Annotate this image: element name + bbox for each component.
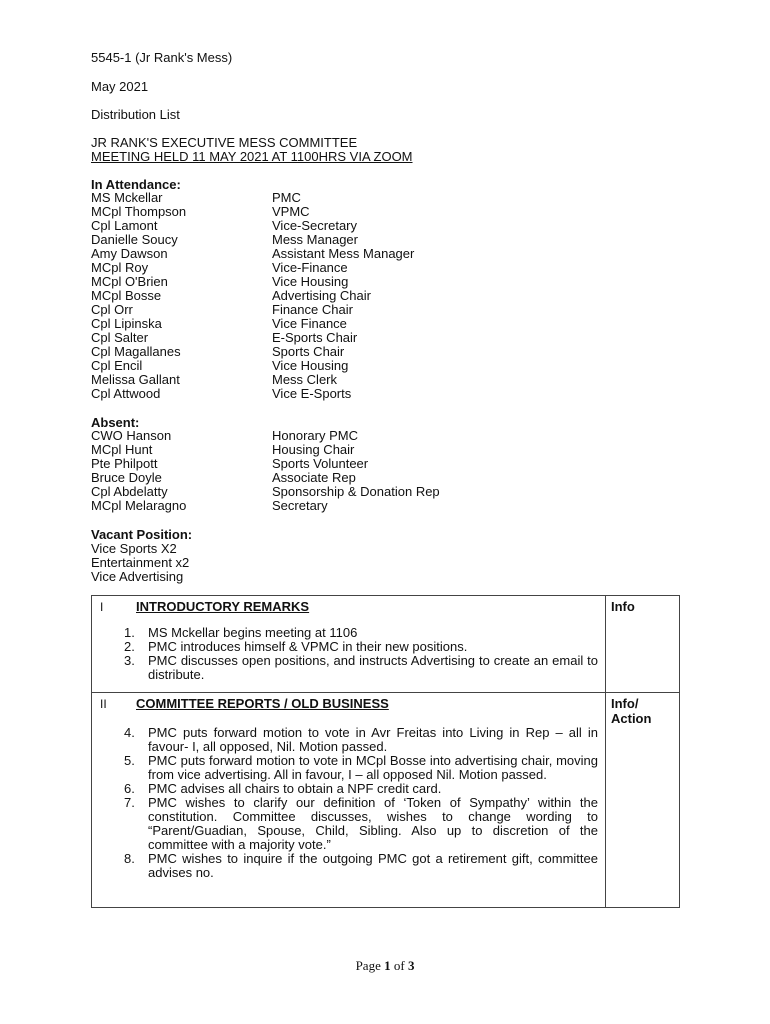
attendee-role: Mess Clerk bbox=[272, 372, 338, 387]
section-committee-reports bbox=[91, 692, 680, 908]
attendee-row bbox=[91, 331, 511, 345]
absentee-role: Associate Rep bbox=[272, 470, 356, 485]
list-item bbox=[124, 796, 598, 852]
page-footer bbox=[0, 958, 770, 974]
item-number: 7. bbox=[124, 795, 135, 810]
section-status: Info bbox=[611, 599, 635, 614]
item-text: PMC discusses open positions, and instructs Advertising to create an email to distribute. bbox=[148, 653, 598, 682]
absentee-row bbox=[91, 429, 511, 443]
absentee-name: CWO Hanson bbox=[91, 428, 172, 443]
attendee-row bbox=[91, 233, 511, 247]
attendee-role: Vice-Finance bbox=[272, 260, 348, 275]
section-status: Info/ Action bbox=[611, 696, 652, 726]
vacant-item: Entertainment x2 bbox=[91, 555, 190, 570]
attendee-row bbox=[91, 275, 511, 289]
attendee-name: MS Mckellar bbox=[91, 190, 163, 205]
absentee-role: Sports Volunteer bbox=[272, 456, 369, 471]
attendee-role: Vice E-Sports bbox=[272, 386, 352, 401]
attendee-role: Vice-Secretary bbox=[272, 218, 358, 233]
attendee-name: Cpl Lamont bbox=[91, 218, 158, 233]
item-text: PMC introduces himself & VPMC in their new positions. bbox=[148, 639, 468, 654]
list-item bbox=[124, 654, 598, 682]
absentee-row bbox=[91, 485, 511, 499]
footer-prefix: Page bbox=[355, 958, 385, 973]
absentee-role: Sponsorship & Donation Rep bbox=[272, 484, 440, 499]
attendee-name: Cpl Attwood bbox=[91, 386, 161, 401]
vacant-item: Vice Sports X2 bbox=[91, 541, 177, 556]
list-item bbox=[124, 640, 598, 654]
attendee-name: Cpl Orr bbox=[91, 302, 133, 317]
absentee-name: MCpl Hunt bbox=[91, 442, 153, 457]
item-number: 5. bbox=[124, 753, 135, 768]
attendee-role: Vice Housing bbox=[272, 274, 349, 289]
item-number: 6. bbox=[124, 781, 135, 796]
attendee-name: MCpl Thompson bbox=[91, 204, 187, 219]
attendee-name: MCpl O'Brien bbox=[91, 274, 168, 289]
attendee-role: Advertising Chair bbox=[272, 288, 371, 303]
list-item bbox=[124, 782, 598, 796]
attendee-row bbox=[91, 247, 511, 261]
attendee-role: Mess Manager bbox=[272, 232, 358, 247]
attendee-row bbox=[91, 345, 511, 359]
absent-heading: Absent: bbox=[91, 415, 140, 430]
attendee-role: Vice Housing bbox=[272, 358, 349, 373]
attendee-row bbox=[91, 191, 511, 205]
absentee-name: MCpl Melaragno bbox=[91, 498, 187, 513]
footer-mid: of bbox=[390, 958, 408, 973]
section-number: I bbox=[100, 600, 104, 614]
list-item bbox=[124, 726, 598, 754]
attendee-role: PMC bbox=[272, 190, 301, 205]
absentee-name: Cpl Abdelatty bbox=[91, 484, 168, 499]
item-number: 8. bbox=[124, 851, 135, 866]
item-text: PMC puts forward motion to vote in Avr Freitas into Living in Rep – all in favour- I, all opposed, Nil. Motion passed. bbox=[148, 725, 598, 754]
attendee-row bbox=[91, 289, 511, 303]
attendee-row bbox=[91, 317, 511, 331]
attendee-name: MCpl Roy bbox=[91, 260, 149, 275]
document-subtitle: MEETING HELD 11 MAY 2021 AT 1100HRS VIA ZOOM bbox=[91, 149, 413, 164]
attendee-name: Cpl Salter bbox=[91, 330, 149, 345]
section-number: II bbox=[100, 697, 107, 711]
absentee-name: Pte Philpott bbox=[91, 456, 158, 471]
document-title: JR RANK'S EXECUTIVE MESS COMMITTEE bbox=[91, 135, 358, 150]
column-divider bbox=[605, 596, 606, 692]
attendee-row bbox=[91, 373, 511, 387]
attendee-role: Vice Finance bbox=[272, 316, 347, 331]
attendee-role: E-Sports Chair bbox=[272, 330, 358, 345]
section-item-list bbox=[124, 726, 598, 880]
current-page-number: 1 bbox=[384, 958, 391, 973]
list-item bbox=[124, 852, 598, 880]
absentee-role: Housing Chair bbox=[272, 442, 355, 457]
attendee-role: VPMC bbox=[272, 204, 310, 219]
absentee-role: Secretary bbox=[272, 498, 328, 513]
item-number: 3. bbox=[124, 653, 135, 668]
attendee-row bbox=[91, 303, 511, 317]
absent-list bbox=[91, 429, 511, 513]
section-item-list bbox=[124, 626, 598, 682]
vacant-item: Vice Advertising bbox=[91, 569, 184, 584]
item-number: 2. bbox=[124, 639, 135, 654]
list-item bbox=[124, 626, 598, 640]
attendee-name: Cpl Magallanes bbox=[91, 344, 181, 359]
column-divider bbox=[605, 693, 606, 907]
attendee-row bbox=[91, 387, 511, 401]
absentee-row bbox=[91, 499, 511, 513]
list-item bbox=[124, 754, 598, 782]
document-reference: 5545-1 (Jr Rank's Mess) bbox=[91, 50, 233, 65]
attendee-role: Sports Chair bbox=[272, 344, 345, 359]
total-page-count: 3 bbox=[407, 958, 415, 973]
attendee-name: Amy Dawson bbox=[91, 246, 168, 261]
vacant-heading: Vacant Position: bbox=[91, 527, 193, 542]
absentee-row bbox=[91, 457, 511, 471]
absentee-row bbox=[91, 443, 511, 457]
item-number: 4. bbox=[124, 725, 135, 740]
item-text: PMC advises all chairs to obtain a NPF credit card. bbox=[148, 781, 442, 796]
document-date: May 2021 bbox=[91, 79, 149, 94]
item-number: 1. bbox=[124, 625, 135, 640]
attendee-row bbox=[91, 359, 511, 373]
attendee-row bbox=[91, 205, 511, 219]
absentee-row bbox=[91, 471, 511, 485]
attendee-row bbox=[91, 219, 511, 233]
item-text: PMC wishes to clarify our definition of ‘Token of Sympathy’ within the constitution. Committee discusses, wishes to change wording to “Parent/Guadian, Spouse, Child, Sibling. Also up to discretion of the committee with a majority vote.” bbox=[148, 795, 598, 852]
attendance-list bbox=[91, 191, 511, 401]
attendee-name: MCpl Bosse bbox=[91, 288, 162, 303]
attendee-name: Cpl Encil bbox=[91, 358, 143, 373]
attendee-name: Melissa Gallant bbox=[91, 372, 180, 387]
attendee-role: Finance Chair bbox=[272, 302, 353, 317]
attendee-role: Assistant Mess Manager bbox=[272, 246, 415, 261]
attendance-heading: In Attendance: bbox=[91, 177, 181, 192]
section-heading: COMMITTEE REPORTS / OLD BUSINESS bbox=[136, 696, 389, 711]
item-text: PMC puts forward motion to vote in MCpl Bosse into advertising chair, moving from vice advertising. All in favour, I – all opposed Nil. Motion passed. bbox=[148, 753, 598, 782]
absentee-role: Honorary PMC bbox=[272, 428, 358, 443]
absentee-name: Bruce Doyle bbox=[91, 470, 162, 485]
attendee-row bbox=[91, 261, 511, 275]
section-introductory-remarks bbox=[91, 595, 680, 693]
attendee-name: Danielle Soucy bbox=[91, 232, 178, 247]
attendee-name: Cpl Lipinska bbox=[91, 316, 162, 331]
item-text: PMC wishes to inquire if the outgoing PMC got a retirement gift, committee advises no. bbox=[148, 851, 598, 880]
distribution-label: Distribution List bbox=[91, 107, 180, 122]
section-heading: INTRODUCTORY REMARKS bbox=[136, 599, 310, 614]
item-text: MS Mckellar begins meeting at 1106 bbox=[148, 625, 358, 640]
